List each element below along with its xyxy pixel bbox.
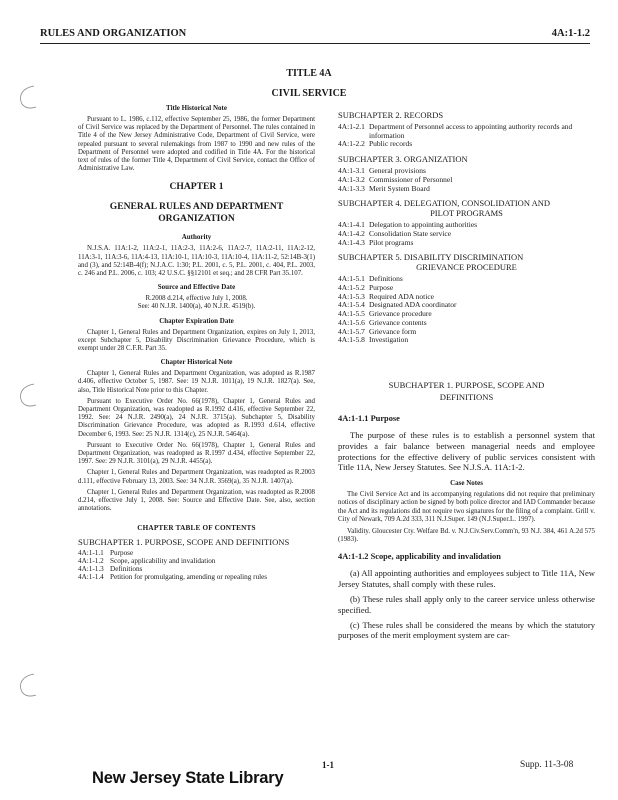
toc-number: 4A:1-5.8 (338, 335, 365, 345)
toc-item (338, 140, 595, 149)
page-number: 1-1 (322, 760, 334, 770)
toc-number: 4A:1-5.1 (338, 274, 365, 284)
toc-text: Definitions (369, 274, 403, 284)
toc-number: 4A:1-5.2 (338, 283, 365, 293)
punch-hole-mark (16, 382, 40, 408)
toc-item (78, 565, 315, 573)
toc-text: Commissioner of Personnel (369, 174, 453, 184)
subchapter-title-line: GRIEVANCE PROCEDURE (416, 262, 517, 273)
toc-text: Designated ADA coordinator (369, 300, 457, 310)
source-line: See: 40 N.J.R. 1400(a), 40 N.J.R. 4519(b). (137, 303, 256, 311)
case-note: The Civil Service Act and its accompanying regulations did not require that preliminary notices of disciplinary action be signed by both police director and IAD Commander because the Act and its regulations did not require two signatures for the filing of a complaint. Grill v. City of Newark, 709 A.2d 333, 311 N.J.Super. 149 (N.J.Super.L. 1997). (338, 491, 595, 523)
toc-text: Purpose (110, 548, 134, 557)
authority-text: N.J.S.A. 11A:1-2, 11A:2-1, 11A:2-3, 11A:2-6, 11A:2-7, 11A:2-11, 11A:2-12, 11A:3-1, 11A:3-6, 11A:4-13, 11A:10-1, 11A:10-3, 11A:10-4, 11A:11-2, 52:14B-3(1) and (3), and 52:14B-4(f); N.J.A.C. 1:30; P.L. 2001, c. 5, P.L. 2001, c. 404, P.L. 2003, c. 246 and P.L. 2006, c. 103; 42 U.S.C. §§12101 et seq.; and 28 CFR Part 35.107. (78, 245, 315, 278)
toc-number: 4A:1-2.1 (338, 122, 365, 131)
chapter-historical-note-heading: Chapter Historical Note (160, 358, 233, 367)
toc-text: General provisions (369, 166, 426, 176)
case-note: Validity. Gloucester Cty. Welfare Bd. v. N.J.Civ.Serv.Comm'n, 93 N.J. 384, 461 A.2d 575 (1983). (338, 527, 595, 544)
punch-hole-mark (16, 672, 40, 698)
chapter-title: GENERAL RULES AND DEPARTMENT ORGANIZATION (109, 201, 284, 225)
toc-text: Grievance contents (369, 317, 427, 327)
header-rule (40, 43, 590, 44)
title-historical-note: Pursuant to L. 1986, c.112, effective September 25, 1986, the former Department of Civil Service was replaced by the Department of Personnel. The rules contained in Title 4 of the New Jersey Administrative Code, Department of Civil Service, were repealed pursuant to several rulemakings from 1987 to 1990 and new rules of the Department of Personnel were adopted and codified in Title 4A. For the historical text of rules of the former Title 4, Department of Civil Service, contact the Office of Administrative Law. (78, 116, 315, 173)
toc-number: 4A:1-5.4 (338, 300, 365, 310)
toc-text: Pilot programs (369, 237, 414, 247)
toc-item (338, 336, 595, 345)
library-stamp: New Jersey State Library (92, 769, 284, 787)
toc-item (78, 573, 315, 581)
authority-heading: Authority (181, 233, 212, 242)
header-title: RULES AND ORGANIZATION (40, 28, 187, 39)
toc-number: 4A:1-4.3 (338, 237, 365, 247)
toc-text: Consolidation State service (369, 228, 452, 238)
section-text: (a) All appointing authorities and employees subject to Title 11A, New Jersey Statutes, shall comply with these rules. (338, 568, 595, 590)
chapter-historical-note: Pursuant to Executive Order No. 66(1978), Chapter 1, General Rules and Department Organization, was readopted as R.1997 d.434, effective September 22, 1997. See: 29 N.J.R. 3101(a), 29 N.J.R. 4455(a). (78, 441, 315, 466)
toc-text: Department of Personnel access to appointing authority records and information (369, 122, 573, 140)
toc-number: 4A:1-1.3 (78, 564, 104, 573)
toc-text: Grievance form (369, 326, 417, 336)
toc-text: Delegation to appointing authorities (369, 220, 478, 230)
toc-item (78, 557, 315, 565)
toc-text: Petition for promulgating, amending or repealing rules (110, 572, 268, 581)
section-text: (c) These rules shall be considered the means by which the statutory purposes of the merit employment system are car- (338, 619, 595, 641)
chapter-label: CHAPTER 1 (169, 181, 224, 193)
supplement-date: Supp. 11-3-08 (520, 760, 574, 770)
subchapter-heading: SUBCHAPTER 1. PURPOSE, SCOPE AND (388, 379, 545, 390)
subchapter-title (338, 198, 595, 218)
right-column (338, 110, 595, 645)
toc-number: 4A:1-5.6 (338, 317, 365, 327)
title-historical-note-heading: Title Historical Note (166, 104, 227, 112)
section-title: 4A:1-1.2 Scope, applicability and invalidation (338, 552, 501, 562)
toc-number: 4A:1-4.2 (338, 228, 365, 238)
toc-text: Purpose (369, 283, 394, 293)
subchapter-title: SUBCHAPTER 1. PURPOSE, SCOPE AND DEFINITIONS (78, 536, 290, 547)
subchapter-title-line: SUBCHAPTER 5. DISABILITY DISCRIMINATION (338, 252, 524, 263)
toc-text: Grievance procedure (369, 309, 432, 319)
expiration-text: Chapter 1, General Rules and Department Organization, expires on July 1, 2013, except Subchapter 5, Disability Discrimination Grievance Procedure, which is exempt under 28 C.F.R. Part 35. (78, 328, 315, 353)
table-of-contents-heading: CHAPTER TABLE OF CONTENTS (137, 523, 256, 532)
subchapter-title: SUBCHAPTER 3. ORGANIZATION (338, 154, 468, 165)
toc-number: 4A:1-4.1 (338, 220, 365, 230)
toc-number: 4A:1-2.2 (338, 139, 365, 149)
toc-item (78, 549, 315, 557)
subchapter-title-line: PILOT PROGRAMS (430, 208, 503, 219)
toc-number: 4A:1-1.1 (78, 548, 104, 557)
toc-number: 4A:1-5.3 (338, 291, 365, 301)
subchapter-title (338, 252, 595, 272)
chapter-historical-note: Chapter 1, General Rules and Department Organization, was adopted as R.1987 d.406, effective October 5, 1987. See: 19 N.J.R. 1011(a), 19 N.J.R. 1827(a). See, also, Title Historical Note prior to this Chapter. (78, 370, 315, 394)
toc-item (338, 239, 595, 248)
chapter-historical-note: Pursuant to Executive Order No. 66(1978), Chapter 1, General Rules and Department Organization, was readopted as R.1992 d.416, effective September 22, 1992. See: 24 N.J.R. 2490(a), 24 N.J.R. 3715(a). Subchapter 5, Disability Discrimination Grievance Procedure, was adopted as R.1993 d.614, effective December 6, 1993. See: 25 N.J.R. 1314(c), 25 N.J.R. 5464(a). (78, 397, 315, 438)
title-number: TITLE 4A (286, 68, 332, 79)
toc-list (78, 549, 315, 581)
section-text: (b) These rules shall apply only to the career service unless otherwise specified. (338, 593, 595, 615)
toc-text: Required ADA notice (369, 291, 434, 301)
left-column (78, 104, 315, 581)
subchapter-title-line: SUBCHAPTER 4. DELEGATION, CONSOLIDATION AND (338, 198, 551, 209)
chapter-historical-note: Chapter 1, General Rules and Department Organization, was readopted as R.2008 d.214, effective July 1, 2008. See: Source and Effective Date. See, also, section annotations. (78, 488, 315, 513)
toc-number: 4A:1-1.2 (78, 556, 104, 565)
header-section-number: 4A:1-1.2 (551, 28, 590, 39)
running-header (40, 28, 590, 42)
toc-number: 4A:1-1.4 (78, 572, 104, 581)
toc-item (338, 123, 595, 140)
toc-text: Merit System Board (369, 183, 430, 193)
toc-text: Definitions (110, 564, 143, 573)
section-title: 4A:1-1.1 Purpose (338, 413, 400, 423)
toc-text: Public records (369, 139, 413, 149)
chapter-historical-note: Chapter 1, General Rules and Department Organization, was readopted as R.2003 d.111, effective February 13, 2003. See: 34 N.J.R. 3569(a), 35 N.J.R. 1407(a). (78, 469, 315, 485)
spacer (338, 345, 595, 379)
section-text: The purpose of these rules is to establish a personnel system that provides a fair balance between managerial needs and employee protections for the effective delivery of public services consistent with Title 11A, New Jersey Statutes. See N.J.S.A. 11A:1-2. (338, 429, 595, 473)
toc-number: 4A:1-3.1 (338, 166, 365, 176)
case-notes-heading: Case Notes (450, 479, 483, 488)
source-heading: Source and Effective Date (157, 283, 236, 292)
toc-number: 4A:1-3.3 (338, 183, 365, 193)
toc-number: 4A:1-3.2 (338, 174, 365, 184)
expiration-heading: Chapter Expiration Date (159, 316, 234, 325)
toc-number: 4A:1-5.7 (338, 326, 365, 336)
title-name: CIVIL SERVICE (271, 88, 347, 99)
subchapter-title: SUBCHAPTER 2. RECORDS (338, 110, 444, 120)
subchapter-heading: DEFINITIONS (439, 391, 494, 402)
source-line: R.2008 d.214, effective July 1, 2008. (145, 295, 248, 303)
toc-text: Investigation (369, 335, 409, 345)
toc-item (338, 185, 595, 194)
toc-number: 4A:1-5.5 (338, 309, 365, 319)
toc-text: Scope, applicability and invalidation (110, 556, 216, 565)
